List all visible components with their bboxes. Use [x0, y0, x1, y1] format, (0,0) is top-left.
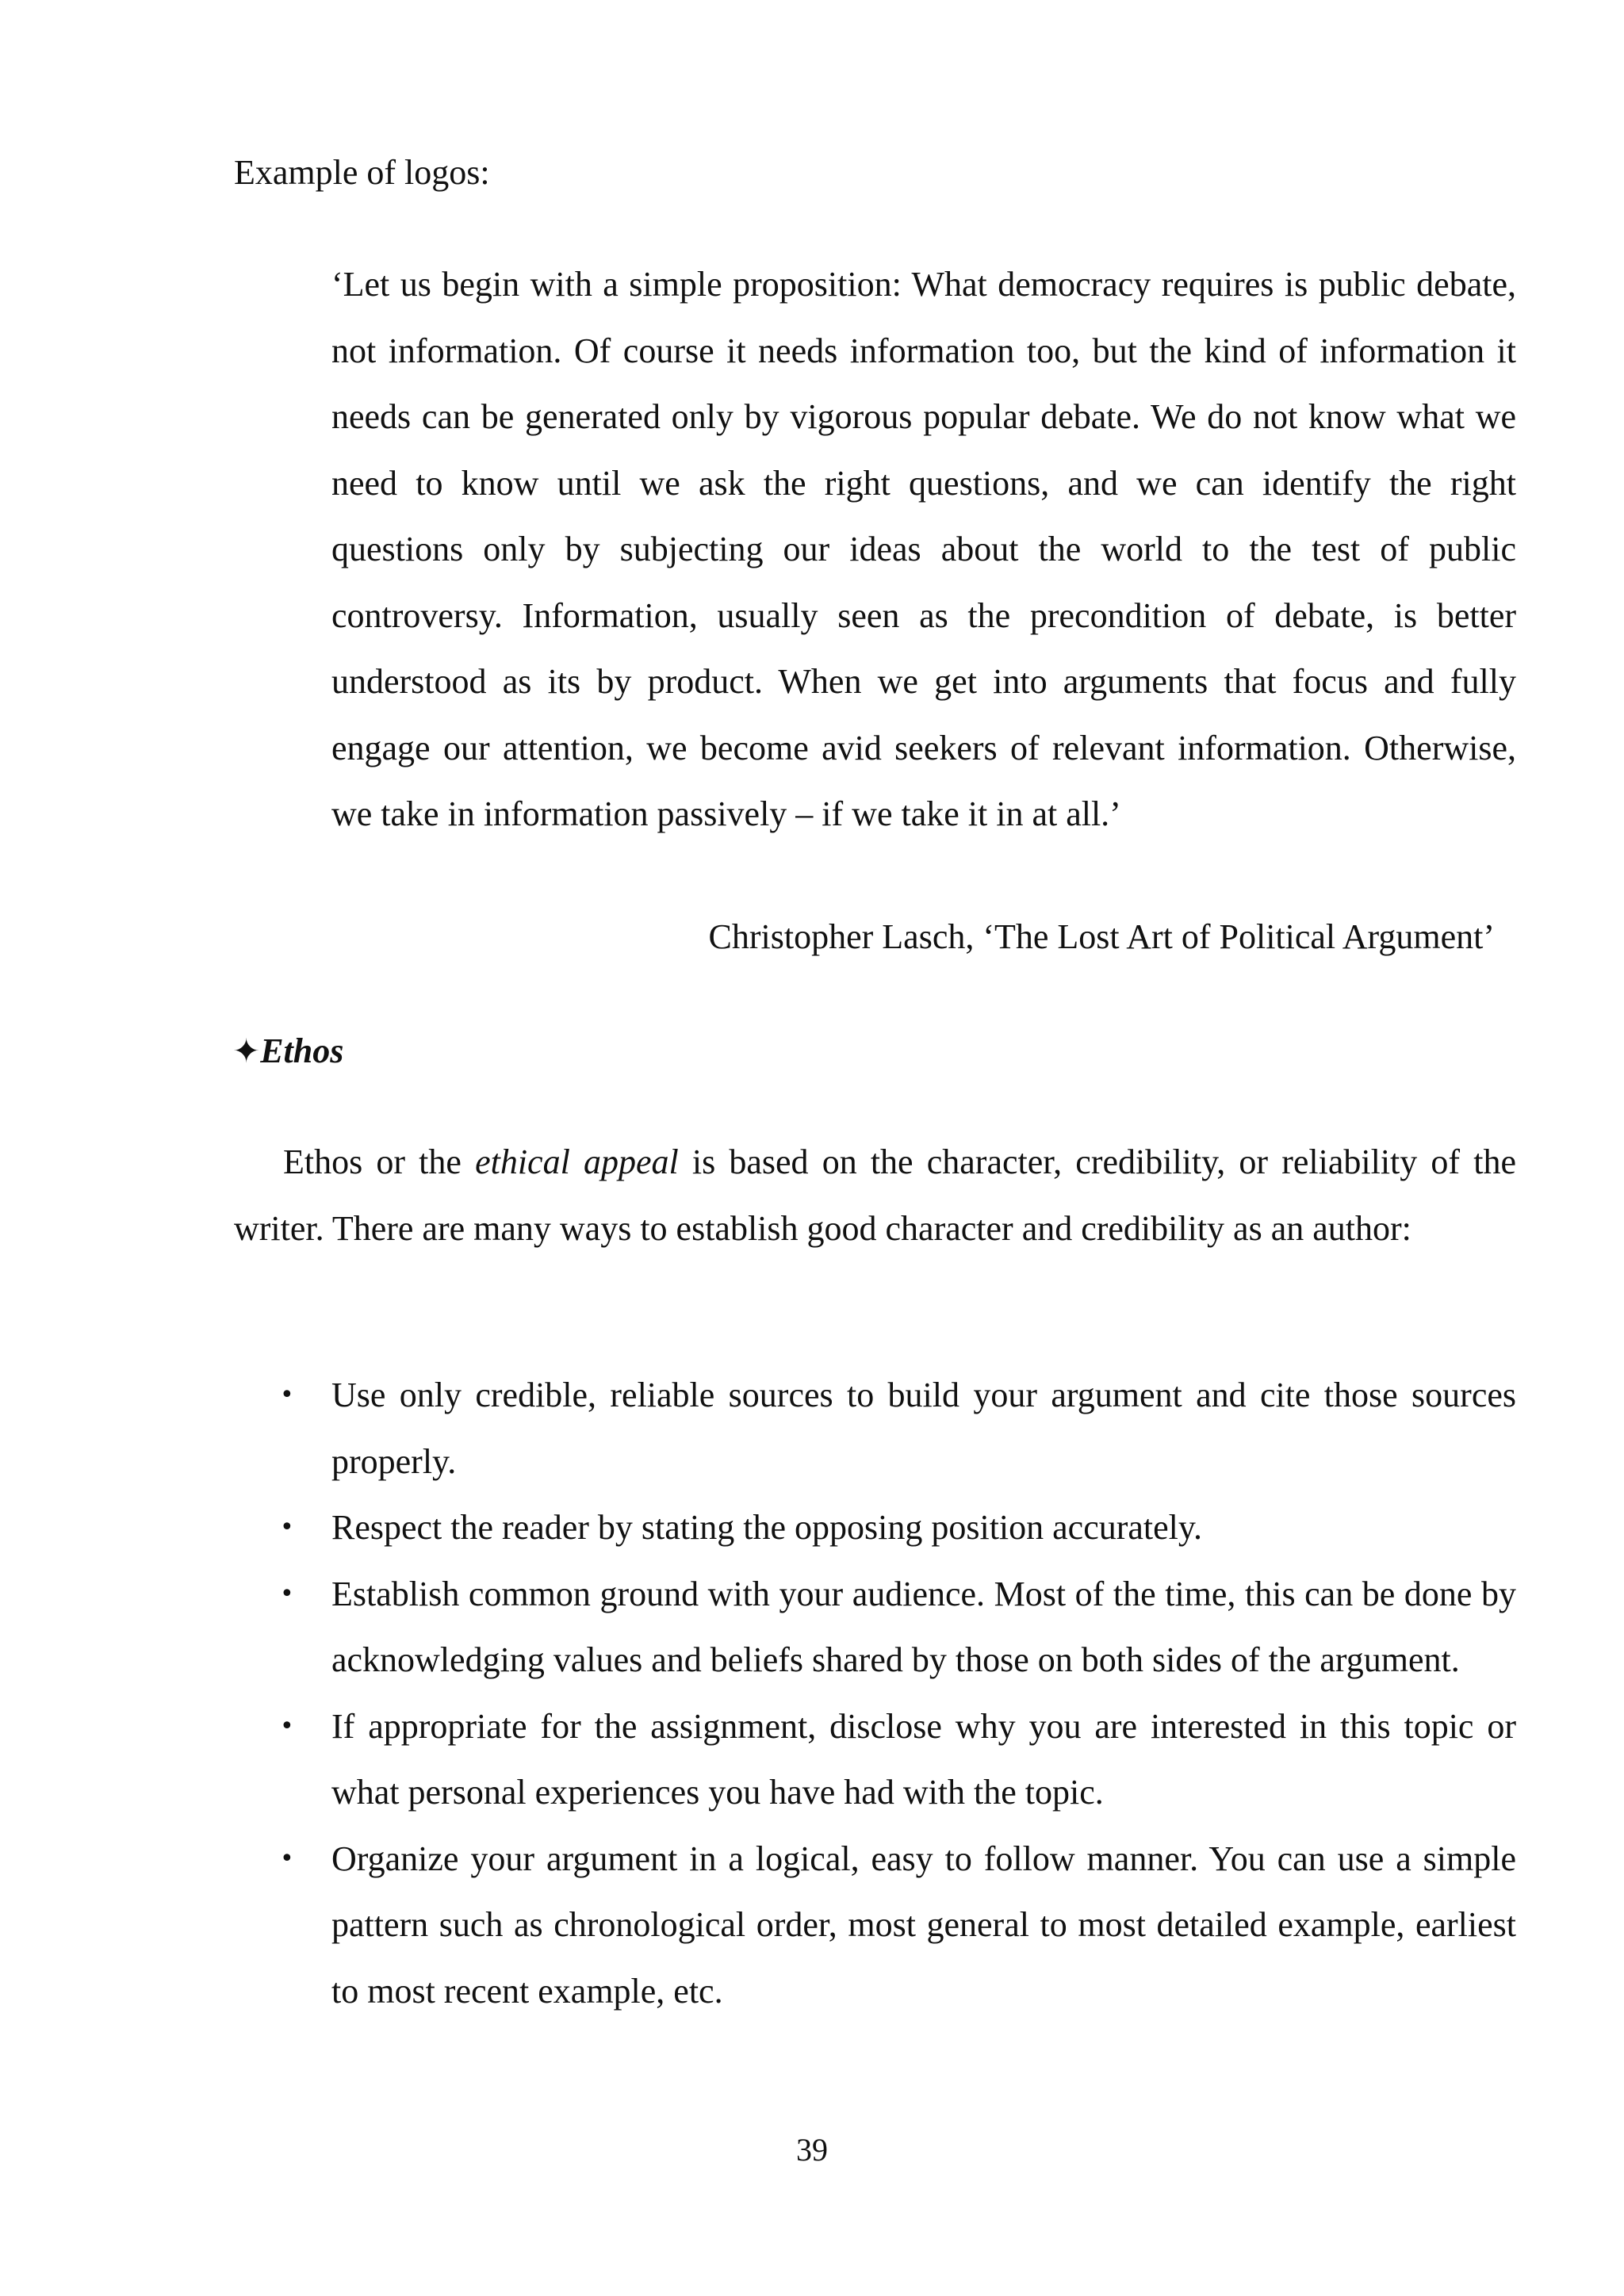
list-item: [234, 1693, 1516, 1826]
star-icon: ✦: [232, 1031, 261, 1070]
bullet-icon: •: [280, 1844, 294, 1873]
paragraph-rest: is based on the character, credibility, or reliability of the writer. There are many ways to establish good character and credibility as an author:: [234, 1142, 1516, 1248]
section-title: Ethos: [260, 1031, 344, 1070]
list-item-text: Respect the reader by stating the opposing position accurately.: [331, 1508, 1203, 1547]
paragraph-lead: Ethos or the: [283, 1142, 476, 1181]
page-number: 39: [796, 2132, 828, 2168]
bullet-list: [234, 1362, 1516, 2024]
bullet-icon: •: [280, 1712, 294, 1740]
list-item: [234, 1561, 1516, 1693]
list-item-text: If appropriate for the assignment, disclose why you are interested in this topic or what personal experiences you have had with the topic.: [331, 1706, 1516, 1812]
paragraph-emphasis: ethical appeal: [475, 1142, 679, 1181]
quote-attribution: Christopher Lasch, ‘The Lost Art of Political Argument’: [708, 917, 1495, 956]
list-item: [234, 1826, 1516, 2025]
list-item: [234, 1494, 1516, 1561]
bullet-icon: •: [280, 1381, 294, 1409]
list-item: [234, 1362, 1516, 1494]
list-item-text: Establish common ground with your audience. Most of the time, this can be done by acknowledging values and beliefs shared by those on both sides of the argument.: [331, 1574, 1516, 1679]
intro-line: Example of logos:: [234, 153, 490, 192]
block-quote: ‘Let us begin with a simple proposition: What democracy requires is public debate, not information. Of course it needs information too, but the kind of information it needs can be generated only by vigorous popular debate. We do not know what we need to know until we ask the right questions, and we can identify the right questions only by subjecting our ideas about the world to the test of public controversy. Information, usually seen as the precondition of debate, is better understood as its by product. When we get into arguments that focus and fully engage our attention, we become avid seekers of relevant information. Otherwise, we take in information passively – if we take it in at all.’: [331, 265, 1516, 833]
bullet-icon: •: [280, 1513, 294, 1541]
list-item-text: Organize your argument in a logical, easy to follow manner. You can use a simple pattern such as chronological order, most general to most detailed example, earliest to most recent example, etc.: [331, 1839, 1516, 2011]
list-item-text: Use only credible, reliable sources to build your argument and cite those sources properly.: [331, 1376, 1516, 1481]
section-heading: [232, 1027, 343, 1075]
bullet-icon: •: [280, 1579, 294, 1608]
ethos-paragraph: [234, 1129, 1516, 1261]
